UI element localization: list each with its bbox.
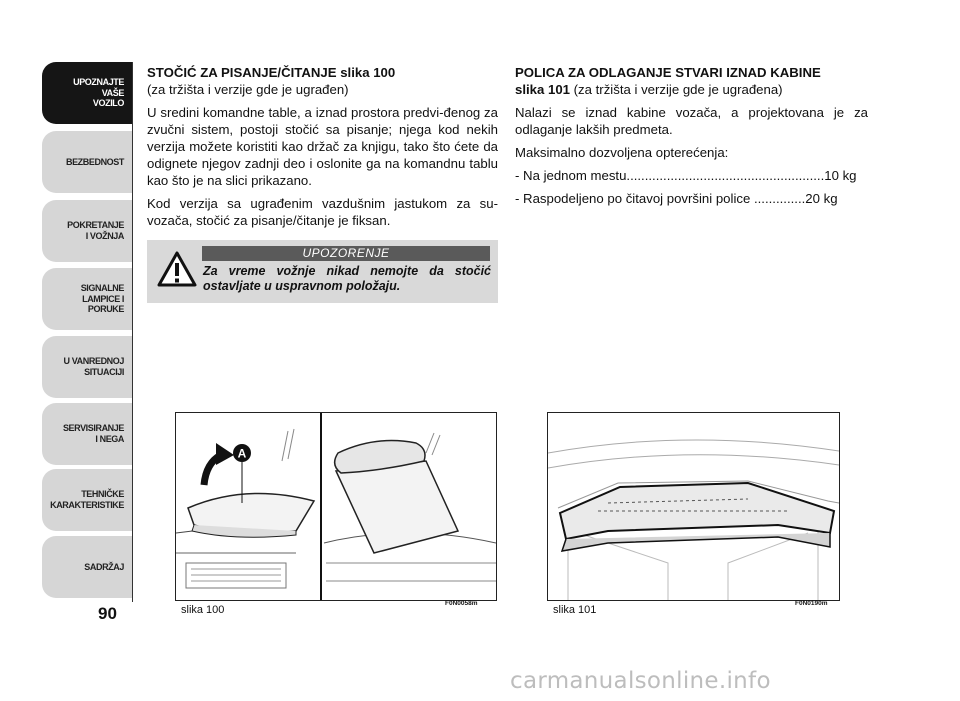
paragraph-max-load: Maksimalno dozvoljena opterećenja: bbox=[515, 145, 729, 160]
tab-pokretanje-i-voznja[interactable]: POKRETANJE I VOŽNJA bbox=[42, 200, 132, 262]
tab-servisiranje-i-nega[interactable]: SERVISIRANJE I NEGA bbox=[42, 403, 132, 465]
warning-title: UPOZORENJE bbox=[202, 246, 490, 261]
tab-signalne-lampice[interactable]: SIGNALNE LAMPICE I PORUKE bbox=[42, 268, 132, 330]
tab-upoznajte-vase-vozilo[interactable]: UPOZNAJTE VAŠE VOZILO bbox=[42, 62, 132, 124]
tab-sadrzaj[interactable]: SADRŽAJ bbox=[42, 536, 132, 598]
load-single-spot: - Na jednom mestu......................................................10 kg bbox=[515, 168, 857, 183]
tab-bezbednost[interactable]: BEZBEDNOST bbox=[42, 131, 132, 193]
paragraph-airbag-note: Kod verzija sa ugrađenim vazdušnim jastukom za su-vozača, stočić za pisanje/čitanje je fiksan. bbox=[147, 196, 498, 228]
warning-triangle-icon bbox=[157, 251, 197, 287]
warning-text: Za vreme vožnje nikad nemojte da stočić ostavljate u uspravnom položaju. bbox=[203, 264, 491, 293]
slika-101-ref: slika 101 bbox=[515, 82, 570, 97]
figure-100-code: F0N0058m bbox=[445, 600, 478, 607]
tab-tehnicke-karakteristike[interactable]: TEHNIČKE KARAKTERISTIKE bbox=[42, 469, 132, 531]
figure-marker-a: A bbox=[237, 446, 247, 461]
writing-desk-illustration bbox=[176, 413, 496, 600]
left-column bbox=[147, 64, 498, 229]
market-note: (za tržišta i verzije gde je ugrađen) bbox=[147, 82, 349, 97]
figure-101-illustration bbox=[547, 412, 840, 601]
figure-101-code: F0N0190m bbox=[795, 600, 828, 607]
warning-box bbox=[147, 240, 498, 303]
right-column bbox=[515, 64, 868, 207]
paragraph-polica-description: Nalazi se iznad kabine vozača, a projektovana je za odlaganje lakših predmeta. bbox=[515, 105, 868, 137]
sidebar-divider bbox=[132, 62, 133, 602]
load-distributed: - Raspodeljeno po čitavoj površini police ..............20 kg bbox=[515, 191, 838, 206]
figure-100-caption: slika 100 bbox=[181, 604, 225, 616]
market-note-polica: (za tržišta i verzije gde je ugrađena) bbox=[570, 82, 783, 97]
slika-101-line bbox=[515, 81, 868, 98]
tab-u-vanrednoj-situaciji[interactable]: U VANREDNOJ SITUACIJI bbox=[42, 336, 132, 398]
overhead-shelf-illustration bbox=[548, 413, 839, 600]
page-number: 90 bbox=[98, 604, 117, 623]
section-heading-stocic: STOČIĆ ZA PISANJE/ČITANJE slika 100 bbox=[147, 65, 396, 80]
paragraph-stocic-description: U sredini komandne table, a iznad prostora predvi-đenog za zvučni sistem, postoji stočić sa pisanje; njega kod nekih verzija možete koristiti kao držač za knjigu, tako što ćete da odignete njegov zadnji deo i oslonite ga na komandnu tablu kao što je na slici prikazano. bbox=[147, 105, 498, 188]
figure-101-caption: slika 101 bbox=[553, 604, 597, 616]
watermark: carmanualsonline.info bbox=[510, 668, 771, 694]
section-heading-polica: POLICA ZA ODLAGANJE STVARI IZNAD KABINE bbox=[515, 65, 821, 80]
figure-100-illustration bbox=[175, 412, 497, 601]
